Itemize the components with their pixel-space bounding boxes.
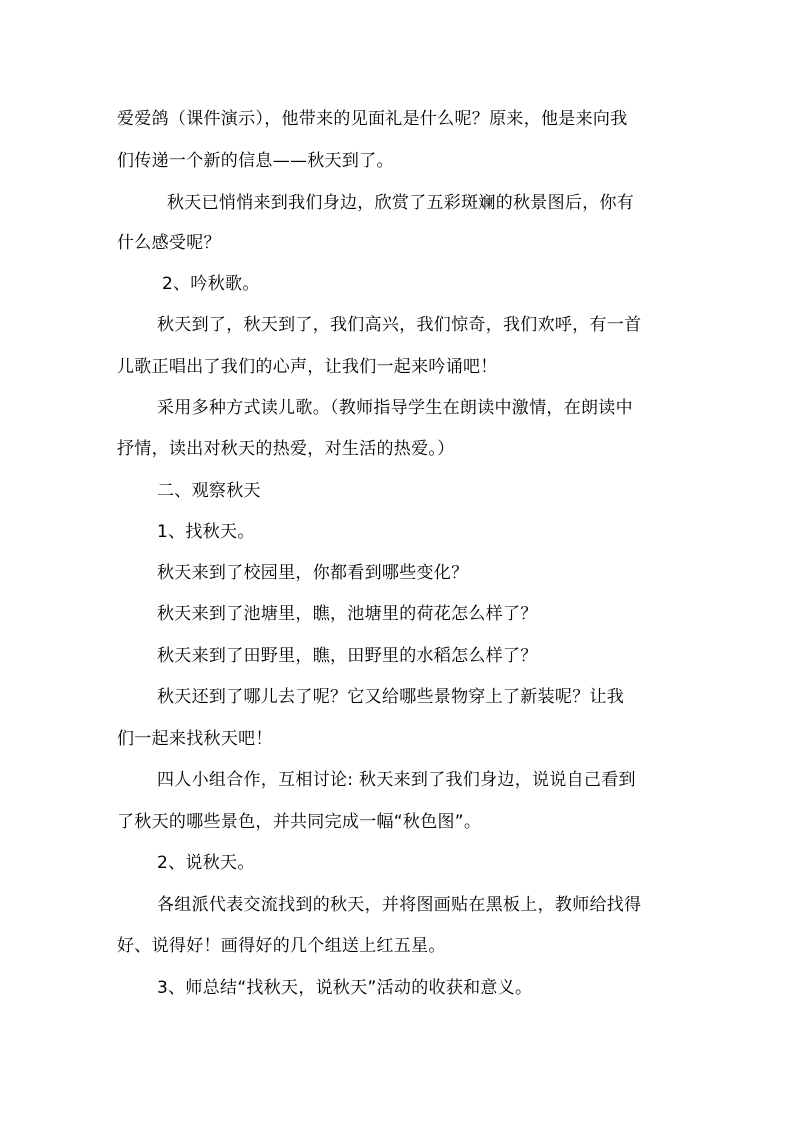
text-line: 们传递一个新的信息——秋天到了。 <box>117 151 394 171</box>
text-line: 们一起来找秋天吧！ <box>117 729 273 749</box>
text-line: 秋天已悄悄来到我们身边，欣赏了五彩斑斓的秋景图后，你有 <box>167 193 635 213</box>
text-line: 秋天来到了池塘里，瞧，池塘里的荷花怎么样了？ <box>157 604 538 624</box>
text-line: 什么感受呢？ <box>117 233 221 253</box>
text-line: 秋天来到了田野里，瞧，田野里的水稻怎么样了？ <box>157 646 538 666</box>
text-line: 儿歌正唱出了我们的心声，让我们一起来吟诵吧！ <box>117 357 498 377</box>
text-line: 抒情，读出对秋天的热爱，对生活的热爱。） <box>117 439 455 459</box>
text-line: 采用多种方式读儿歌。（教师指导学生在朗读中激情，在朗读中 <box>157 398 633 418</box>
text-line: 3、师总结“找秋天，说秋天”活动的收获和意义。 <box>157 978 533 998</box>
text-line: 四人小组合作，互相讨论: 秋天来到了我们身边，说说自己看到 <box>157 770 636 790</box>
text-line: 好、说得好！画得好的几个组送上红五星。 <box>117 936 446 956</box>
text-line: 秋天到了，秋天到了，我们高兴，我们惊奇，我们欢呼，有一首 <box>157 315 642 335</box>
text-line: 了秋天的哪些景色，并共同完成一幅“秋色图”。 <box>117 812 482 832</box>
section-heading: 2、说秋天。 <box>157 853 255 873</box>
section-heading: 1、找秋天。 <box>157 522 255 542</box>
text-line: 秋天还到了哪儿去了呢？它又给哪些景物穿上了新装呢？让我 <box>157 687 625 707</box>
text-line: 秋天来到了校园里，你都看到哪些变化？ <box>157 563 469 583</box>
text-line: 各组派代表交流找到的秋天，并将图画贴在黑板上，教师给找得 <box>157 895 642 915</box>
text-line: 爱爱鸽（课件演示），他带来的见面礼是什么呢？原来，他是来向我 <box>117 109 628 129</box>
section-heading: 二、观察秋天 <box>157 481 261 501</box>
section-heading: 2、吟秋歌。 <box>162 274 260 294</box>
